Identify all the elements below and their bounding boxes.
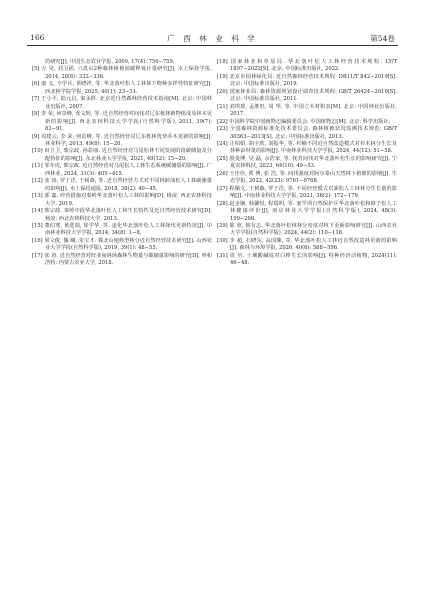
page-number: 166 (30, 33, 45, 42)
reference-item: [13] 郭 鑫. 经营措施对秦岭华北落叶松人工林的影响[D]. 杨凌: 西北农林科技大学, 2019. (32, 193, 212, 207)
reference-item: [8] 李 荣, 何景峰, 张文辉, 等. 近自然经营对间伐对辽东栎林植物组成及林木更新的影响[J]. 西北农林科技大学学报(自然科学版), 2011, 39(7): 83−91. (32, 111, 212, 133)
reference-item: [23] 全国森林资源标准化技术委员会. 森林植被状况监测技术规范: GB/T 30363−2013[S]. 北京: 中国标准出版社, 2013. (217, 126, 397, 140)
reference-item: [28] 赵金娴, 韩馨悦, 程瑞明, 等. 塞罕坝自然保护区华北落叶松和樟子松人工林健康评价[J]. 南京林业大学学报(自然科学版), 2024, 48(3): 199−206. (217, 200, 397, 222)
reference-item: [29] 陈 欣, 韩有志. 华北落叶松林林分密度对林下更新影响研究[J]. 山西农业大学学报(自然科学版), 2024, 44(2): 110−118. (217, 222, 397, 237)
reference-item: [19] 北京市园林绿化局. 近自然森林经营技术规程: DB11/T 842−2019[S]. 北京: 中国标准出版社, 2019. (217, 73, 397, 88)
reference-item: [20] 国家林业局. 森林资源规划设计调查技术规程: GB/T 26424−2010[S]. 北京: 中国标准出版社, 2011. (217, 88, 397, 103)
reference-item: [17] 张 涛. 近自然经营对旺业甸林场森林生物量与碳储量影响的研究[D]. 呼和浩特: 内蒙古农业大学, 2018. (32, 252, 212, 267)
reference-item: [16] 梁文俊, 魏 曦, 朱宝才. 冀北山地典型林分近自然经营技术研究[J]. 山西农业大学学报(自然科学版), 2019, 39(1): 48−55. (32, 237, 212, 252)
reference-item: [22] 中国科学院中国植物志编辑委员会. 中国植物志[M]. 北京: 科学出版社. (217, 118, 391, 125)
reference-item: [26] 王佳佳, 贾 博, 张 浩, 等. 间伐强度对阿尔泰山天然林下植被的影响[J]. 生态学报, 2022, 42(23): 9761−9768. (217, 170, 397, 185)
references-right-column (217, 59, 397, 268)
journal-title: 广 西 林 业 科 学 (167, 34, 258, 43)
reference-item: [6] 康 义, 辛学兵, 黄晓祥, 等. 华北落叶松人工林林下物种多样性特征研究[J]. 西北林学院学报, 2025, 40(1): 23−31. (32, 81, 212, 95)
page-header (27, 31, 398, 46)
reference-item: [30] 李 超, 石晓东, 高国臻, 等. 华北落叶松人工林近自然改造林更新的影响[J]. 森林与环境学报, 2020, 40(6): 588−596. (217, 237, 397, 252)
reference-item: [10] 田卫卫, 柴宗政, 孙彩丽. 近自然经营对马尾松林不同发展阶段碳储量及分配特征的影响[J]. 东北林业大学学报, 2021, 49(12): 15−20. (32, 148, 212, 162)
reference-item: [9] 周建云, 李 荣, 何景峰, 等. 近自然经营对辽东栎林优势乔木更新的影响[J]. 林业科学, 2013, 49(8): 15−20. (32, 133, 212, 147)
reference-item: [18] 国家林业和草原局. 华北落叶松人工林经营技术规程: LY/T 1897−2022[S]. 北京: 中国标准出版社, 2022. (217, 59, 397, 73)
reference-item: [12] 张 涛, 罗于洋, 王树森, 等. 近自然经营方式对不同林龄油松人工林碳储量的影响[J]. 水土保持通报, 2018, 38(2): 40−45. (32, 178, 212, 192)
reference-item: [21] 刘琪璟, 孟胜旺, 周 华, 等. 中国立木材积表[M]. 北京: 中国林业出版社, 2017. (217, 103, 397, 118)
reference-item: [27] 程佩文, 王树森, 罗于洋, 等. 不同经营模式对油松人工林林分生长量的影响[J]. 中南林业科技大学学报, 2021, 36(2): 172−179. (217, 185, 397, 200)
references-left-column (32, 59, 212, 268)
reference-item: [7] 王小平, 陆元昌, 秦永胜. 北京近自然森林经营技术指南[M]. 北京: 中国林业出版社, 2007. (32, 96, 212, 110)
volume-label: 第54卷 (370, 34, 395, 43)
reference-item: [31] 周 历. 土壤酸碱度对白桦生长的影响[J]. 特种经济动植物, 2024(11): 46−48. (217, 252, 397, 267)
reference-item: [11] 邹冬虎, 柴宗政. 近自然经营对马尾松人工林生态系统碳储量的影响[J]. 广西林业, 2024, 31(3): 405−415. (32, 163, 212, 177)
reference-continuation: 的研究[J]. 中国生态农业学报, 2009, 17(4): 756−759. (45, 59, 175, 65)
reference-item: [24] 汪柏娟, 胡宇欣, 刘振华, 等. 杉楠不同近自然改造模式对杉木林分生长及林种由材量的影响[J]. 中南林业科技大学学报, 2024, 44(12): 51−58. (217, 140, 397, 155)
reference-item: [14] 柴宗政. 秦岭中段华北落叶松人工林生长特性及近自然经营技术研究[D]. 杨凌: 西北农林科技大学, 2013. (32, 208, 212, 222)
reference-item: [5] 万 昊, 刘卫团. 六盘山2种森林植被固碳释氧计量研究[J]. 水土保持学报, 2014, 28(6): 332−336. (32, 66, 212, 80)
reference-item: [25] 殷曼博, 吴 磊, 余浩家, 等. 抚育间伐对华北落叶松生长的影响研究[J]. 宁夏农林科技, 2023, 64(10): 49−53. (217, 155, 397, 170)
reference-item: [15] 董伯骞, 黄选瑞, 徐学华, 等. 退化华北落叶松人工林择伐更新特征[J]. 中南林业科技大学学报, 2014, 34(8): 1−8. (32, 222, 212, 237)
